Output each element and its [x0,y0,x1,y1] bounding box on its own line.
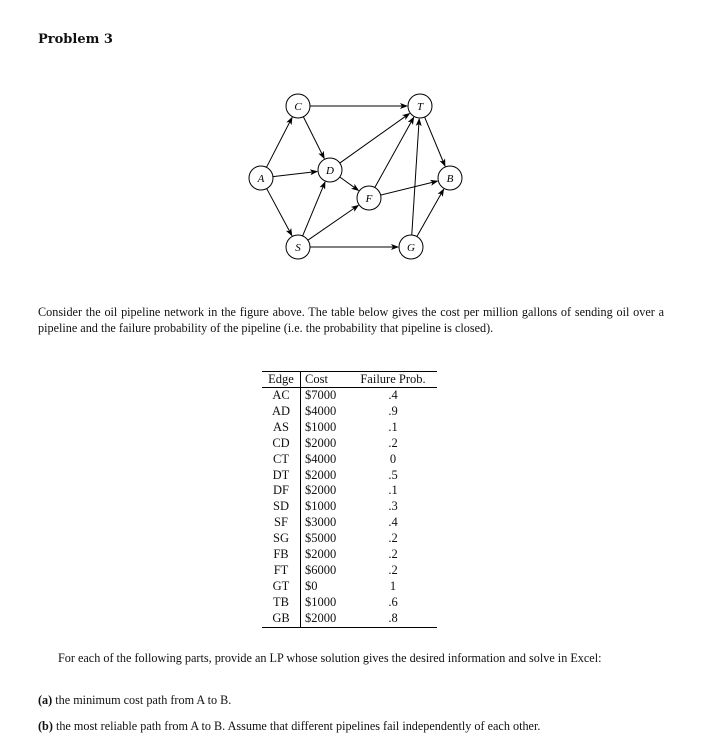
edge-cell: DT [262,468,301,484]
table-row [262,420,437,436]
failure-prob-cell: .9 [388,403,398,418]
failure-prob-cell: .1 [388,419,398,434]
failure-prob-cell: .8 [388,610,398,625]
node-label: C [294,101,302,113]
header-failure-prob: Failure Prob. [349,372,437,388]
header-cost: Cost [301,372,350,388]
cost-cell: $1000 [305,419,337,434]
cost-cell: $2000 [305,547,337,562]
table-row [262,388,437,404]
intro-paragraph: Consider the oil pipeline network in the figure above. The table below gives the cost per million gallons of sending oil over a pipeline and the failure probability of the pipeline (i.e. the probability that pipeline is closed). [38,305,664,335]
edge-cell: FB [262,547,301,563]
node-label: G [407,242,415,254]
node-label: A [257,173,265,185]
table-row [262,483,437,499]
part-b-label: (b) [38,719,53,733]
edge-cell: GT [262,579,301,595]
edge-cell: SD [262,499,301,515]
node-G [399,235,423,259]
cost-cell: $2000 [305,610,337,625]
node-F [357,186,381,210]
cost-cell: $2000 [305,467,337,482]
cost-cell: $0 [305,578,318,593]
edge-cell: CD [262,436,301,452]
table-row [262,404,437,420]
part-a-text: the minimum cost path from A to B. [55,693,232,707]
table-row [262,436,437,452]
failure-prob-cell: .2 [388,531,398,546]
edge-cell: AS [262,420,301,436]
table-row [262,611,437,627]
failure-prob-cell: .6 [388,594,398,609]
table-row [262,499,437,515]
edge-cell: AC [262,388,301,404]
problem-title: Problem 3 [38,32,113,47]
cost-cell: $2000 [305,435,337,450]
cost-cell: $6000 [305,562,337,577]
edge-cell: TB [262,595,301,611]
table-row [262,452,437,468]
cost-cell: $7000 [305,388,337,402]
edge-FB [381,181,438,195]
node-D [318,158,342,182]
instructions-paragraph: For each of the following parts, provide an LP whose solution gives the desired information and solve in Excel: [58,651,602,665]
edge-FT [375,117,414,187]
cost-cell: $5000 [305,531,337,546]
cost-cell: $1000 [305,594,337,609]
cost-cell: $1000 [305,499,337,514]
table-row [262,468,437,484]
node-T [408,94,432,118]
edge-cell: CT [262,452,301,468]
table-row [262,563,437,579]
edge-cell: SF [262,515,301,531]
node-S [286,235,310,259]
cost-cell: $4000 [305,403,337,418]
failure-prob-cell: .2 [388,435,398,450]
node-A [249,166,273,190]
failure-prob-cell: 0 [389,451,397,466]
cost-cell: $3000 [305,515,337,530]
node-C [286,94,310,118]
failure-prob-cell: .3 [388,499,398,514]
failure-prob-cell: .2 [388,562,398,577]
table-row [262,515,437,531]
node-label: T [416,101,424,113]
failure-prob-cell: .5 [388,467,398,482]
part-a [38,692,231,708]
node-label: F [365,193,373,205]
pipeline-network-diagram [0,0,728,300]
failure-prob-cell: .1 [388,483,398,498]
failure-prob-cell: 1 [389,578,397,593]
cost-cell: $4000 [305,451,337,466]
table-row [262,579,437,595]
failure-prob-cell: .4 [388,515,398,530]
edge-cell: DF [262,483,301,499]
table-row [262,547,437,563]
edge-AC [266,118,292,168]
node-label: D [326,165,334,177]
edge-cell: FT [262,563,301,579]
edge-cell: GB [262,611,301,627]
header-edge: Edge [262,372,301,388]
edge-SF [308,205,358,240]
edge-DT [340,114,410,164]
part-b-text: the most reliable path from A to B. Assume that different pipelines fail independently of each other. [55,719,541,733]
edge-GT [412,119,419,235]
node-B [438,166,462,190]
edge-CD [303,117,324,159]
node-label: S [295,242,301,254]
edge-SD [303,182,325,236]
edge-AS [267,189,292,236]
node-label: B [446,173,454,185]
cost-cell: $2000 [305,483,337,498]
edge-table [262,371,437,628]
edge-AD [273,171,317,176]
edge-DF [340,177,359,190]
edge-TB [425,117,445,166]
table-row [262,595,437,611]
failure-prob-cell: .2 [388,547,398,562]
edge-cell: AD [262,404,301,420]
table-row [262,531,437,547]
edge-cell: SG [262,531,301,547]
failure-prob-cell: .4 [388,388,398,402]
edge-GB [417,189,444,236]
part-a-label: (a) [38,693,53,707]
part-b [38,718,540,734]
